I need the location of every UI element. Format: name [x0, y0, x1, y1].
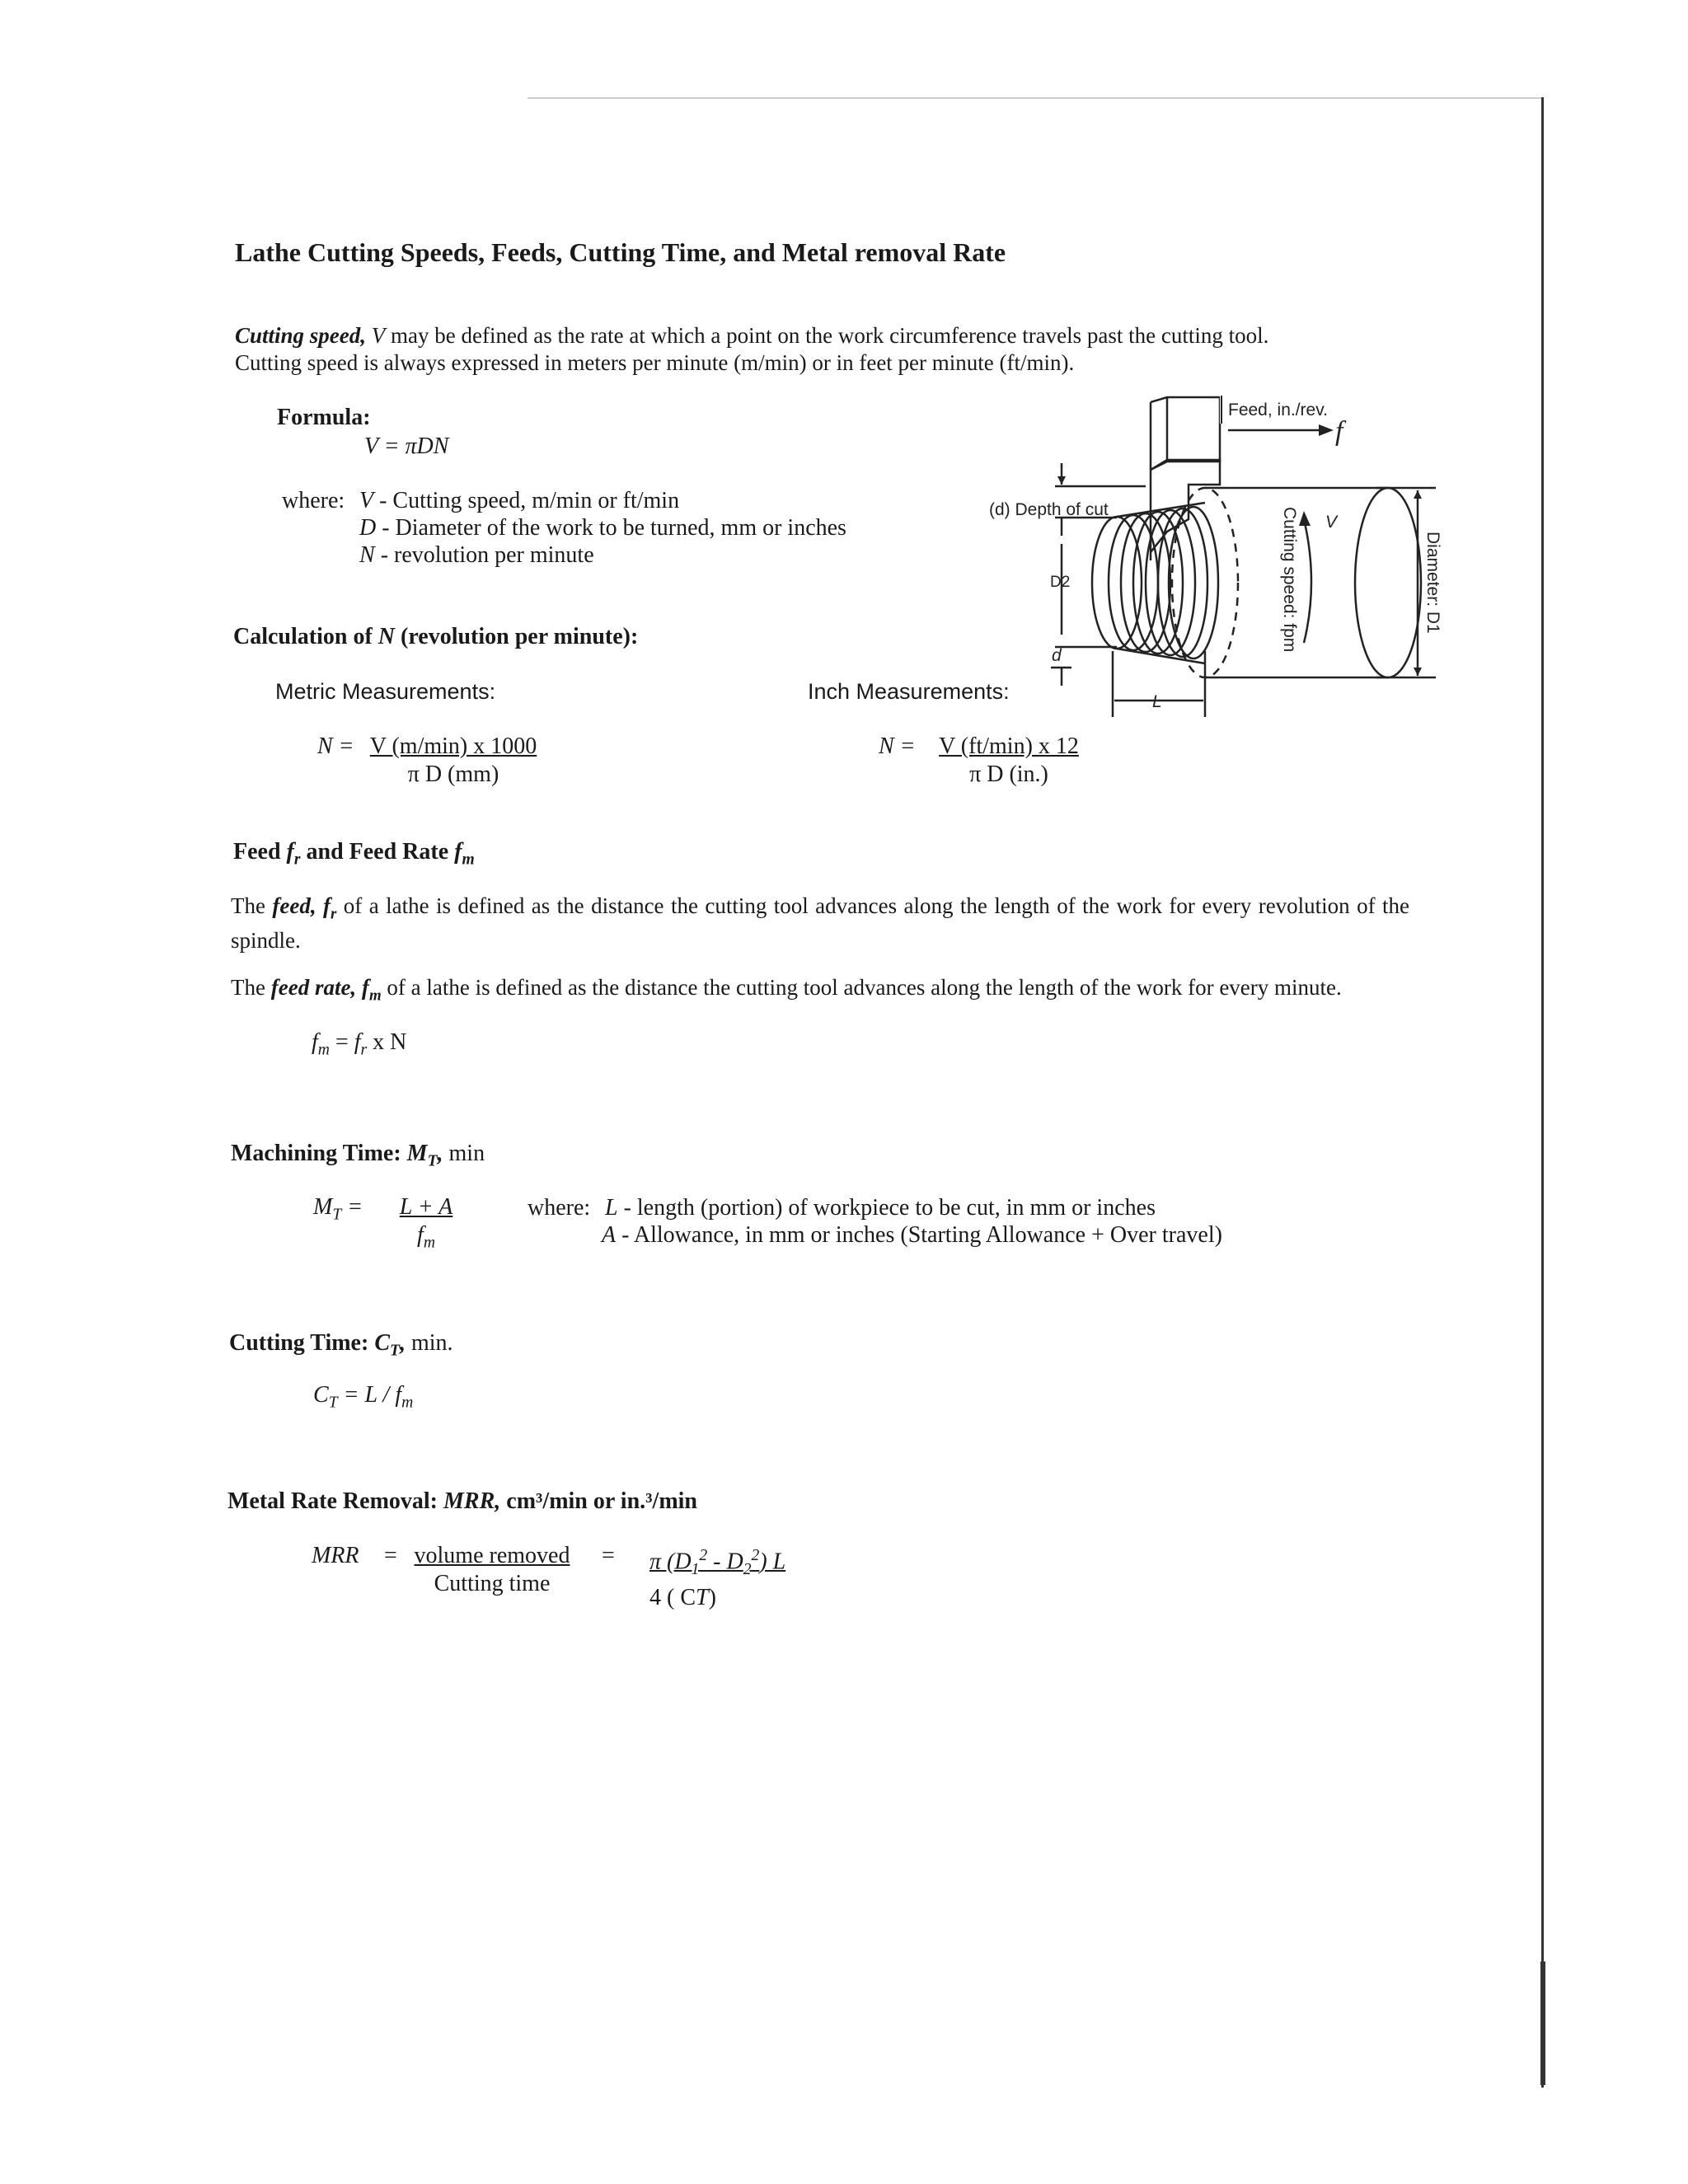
- mrr-fraction: [406, 1542, 579, 1598]
- machining-time-heading: Machining Time: $M_T$, min: [231, 1141, 485, 1170]
- mrr-heading: Metal Rate Removal: MRR, cm³/min or in.³/min: [227, 1488, 697, 1514]
- diameter-label: Diameter: D1: [1423, 532, 1442, 634]
- feed-heading: Feed $f_r$ and Feed Rate $f_m$: [233, 839, 475, 869]
- cutting-time-equation: $C_T = L / f_m$: [313, 1382, 414, 1412]
- scan-top-line: [528, 97, 1541, 99]
- mrr-denominator: Cutting time: [434, 1571, 551, 1596]
- cutting-speed-label: Cutting speed: fpm: [1280, 507, 1299, 653]
- velocity-label: V: [1325, 513, 1338, 532]
- feed-label: Feed, in./rev.: [1228, 401, 1328, 419]
- d2-label: D2: [1050, 574, 1071, 591]
- rotation-arrow: [1304, 519, 1311, 643]
- mrr-lhs: MRR: [312, 1543, 359, 1568]
- mrr-formula: π $(D_1^2 - D_2^2)$ L 4 ( CT): [649, 1547, 786, 1610]
- length-label: L: [1152, 692, 1162, 711]
- def-n: N - revolution per minute: [359, 542, 594, 568]
- inch-lhs: N =: [879, 733, 916, 759]
- machining-def-l: L - length (portion) of workpiece to be cut, in mm or inches: [605, 1195, 1156, 1221]
- workpiece-end: [1355, 488, 1421, 677]
- feed-rate-definition: The feed rate, $f_m$ of a lathe is defined as the distance the cutting tool advances along the length of the work for every minute.: [231, 975, 1342, 1005]
- metric-lhs: N =: [317, 733, 354, 759]
- page-title: Lathe Cutting Speeds, Feeds, Cutting Time, and Metal removal Rate: [235, 237, 1006, 267]
- mrr-equals: =: [384, 1543, 397, 1568]
- inch-fraction: [926, 733, 1091, 789]
- feed-definition: The feed, $f_r$ of a lathe is defined as the distance the cutting tool advances along the length of the work for every revolution of the spindle.: [231, 893, 1409, 954]
- inch-numerator: V (ft/min) x 12: [939, 733, 1079, 759]
- machining-where: where:: [528, 1195, 591, 1221]
- cutting-speed-var: V: [371, 323, 386, 348]
- def-d: D - Diameter of the work to be turned, mm or inches: [359, 515, 846, 541]
- cutting-speed-term: Cutting speed,: [235, 323, 367, 348]
- mrr-numerator: volume removed: [414, 1543, 570, 1568]
- cutting-speed-units-line: Cutting speed is always expressed in meters per minute (m/min) or in feet per minute (ft/min).: [235, 350, 1075, 375]
- cutting-speed-paragraph: [235, 322, 1410, 349]
- calc-n-heading: Calculation of N (revolution per minute):: [233, 624, 639, 649]
- depth-of-cut-label: (d) Depth of cut: [989, 500, 1109, 519]
- inch-denominator: π D (in.): [969, 762, 1048, 787]
- where-label: where:: [282, 488, 345, 513]
- formula-expression: V = πDN: [364, 434, 449, 459]
- metric-label: Metric Measurements:: [275, 679, 496, 704]
- metric-numerator: V (m/min) x 1000: [369, 733, 537, 759]
- lathe-diagram: [973, 387, 1451, 733]
- machining-numerator: L + A: [399, 1194, 453, 1220]
- cutting-speed-def: may be defined as the rate at which a point on the work circumference travels past the cutting tool.: [391, 323, 1269, 348]
- metric-denominator: π D (mm): [407, 762, 499, 787]
- mrr-equals-2: =: [602, 1543, 615, 1568]
- scan-right-edge-thick: [1540, 1961, 1545, 2085]
- formula-label: Formula:: [277, 405, 371, 430]
- machining-def-a: A - Allowance, in mm or inches (Starting Allowance + Over travel): [602, 1222, 1222, 1248]
- machining-fraction: [381, 1193, 471, 1258]
- scan-right-edge: [1541, 97, 1544, 2088]
- def-v: V - Cutting speed, m/min or ft/min: [359, 488, 680, 513]
- d-label: d: [1052, 646, 1062, 665]
- metric-fraction: [363, 733, 544, 789]
- machining-denominator: $f_m$: [417, 1222, 435, 1252]
- feed-symbol: f: [1335, 416, 1343, 447]
- feed-rate-equation: $f_m = f_r$ x N: [312, 1029, 407, 1059]
- cutting-time-heading: Cutting Time: $C_T$, min.: [229, 1330, 453, 1360]
- inch-label: Inch Measurements:: [808, 679, 1010, 704]
- machining-lhs: $M_T$ =: [313, 1194, 363, 1224]
